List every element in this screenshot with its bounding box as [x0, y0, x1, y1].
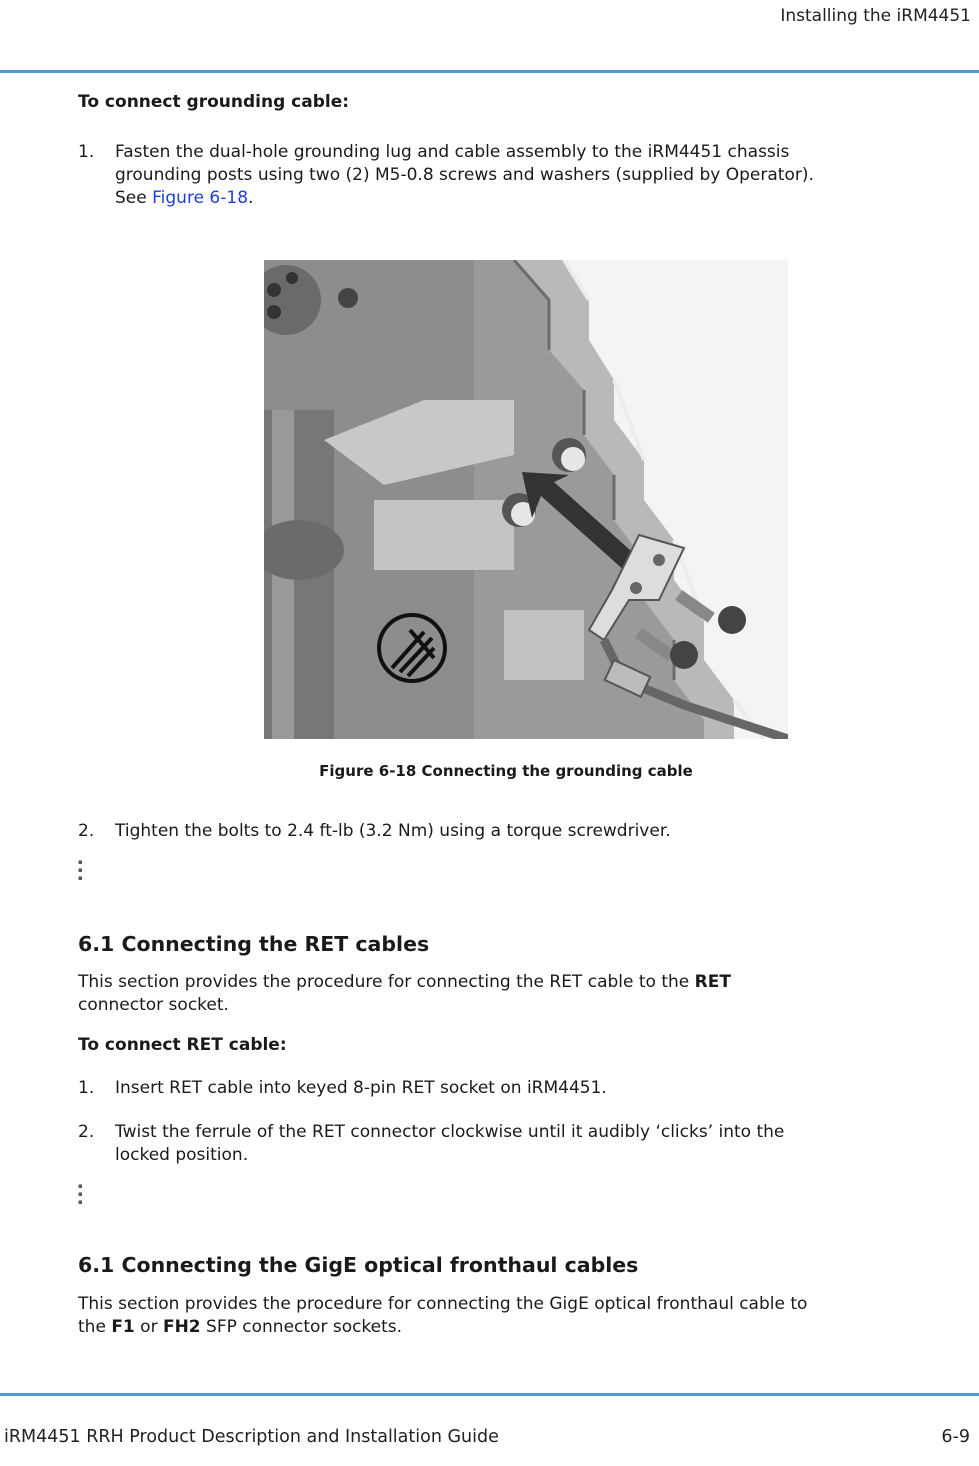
grounding-step-2	[0, 820, 979, 845]
ret-step-2	[0, 1121, 979, 1171]
ret-step-1-text: Insert RET cable into keyed 8-pin RET socket on iRM4451.	[115, 1078, 607, 1098]
step-2-text: Tighten the bolts to 2.4 ft-lb (3.2 Nm) using a torque screwdriver.	[115, 821, 671, 841]
footer-rule	[0, 1393, 979, 1396]
grounding-step-1	[0, 141, 979, 216]
step-number: 2.	[78, 1122, 95, 1142]
step-number: 1.	[78, 142, 95, 162]
step-number: 2.	[78, 821, 95, 841]
gige-intro-line-1: This section provides the procedure for connecting the GigE optical fronthaul cable to	[78, 1294, 808, 1314]
ret-step-1	[0, 1077, 979, 1102]
ret-intro	[78, 971, 978, 1017]
gige-the: the	[78, 1317, 112, 1337]
fh2-label: FH2	[162, 1317, 201, 1337]
step-1-line-2: grounding posts using two (2) M5-0.8 screws and washers (supplied by Operator).	[115, 165, 814, 185]
gige-or: or	[134, 1317, 163, 1337]
figure-link[interactable]: Figure 6-18	[152, 188, 249, 208]
gige-intro	[78, 1293, 978, 1339]
gige-section-title: 6.1 Connecting the GigE optical fronthaul cables	[78, 1253, 639, 1277]
f1-label: F1	[111, 1317, 135, 1337]
grounding-figure	[264, 260, 788, 739]
ret-step-2-line-2: locked position.	[115, 1145, 249, 1165]
see-text: See	[115, 188, 153, 208]
header-rule	[0, 70, 979, 73]
ret-heading: To connect RET cable:	[78, 1035, 287, 1055]
grounding-heading: To connect grounding cable:	[78, 92, 350, 112]
separator-dots: ▪ ▪ ▪	[78, 1182, 83, 1206]
ret-intro-end: connector socket.	[78, 995, 229, 1015]
period: .	[248, 188, 254, 208]
gige-intro-end: SFP connector sockets.	[200, 1317, 403, 1337]
ret-section-title: 6.1 Connecting the RET cables	[78, 932, 430, 956]
ret-step-2-line-1: Twist the ferrule of the RET connector clockwise until it audibly ‘clicks’ into the	[115, 1122, 785, 1142]
step-number: 1.	[78, 1078, 95, 1098]
running-header: Installing the iRM4451	[780, 6, 971, 26]
page-number: 6-9	[941, 1427, 970, 1447]
ret-intro-text: This section provides the procedure for connecting the RET cable to the	[78, 972, 695, 992]
separator-dots: ▪ ▪ ▪	[78, 858, 83, 882]
figure-caption: Figure 6-18 Connecting the grounding cable	[319, 762, 693, 780]
footer-title: iRM4451 RRH Product Description and Installation Guide	[4, 1427, 499, 1447]
ret-bold: RET	[694, 972, 731, 992]
step-1-line-1: Fasten the dual-hole grounding lug and cable assembly to the iRM4451 chassis	[115, 142, 790, 162]
